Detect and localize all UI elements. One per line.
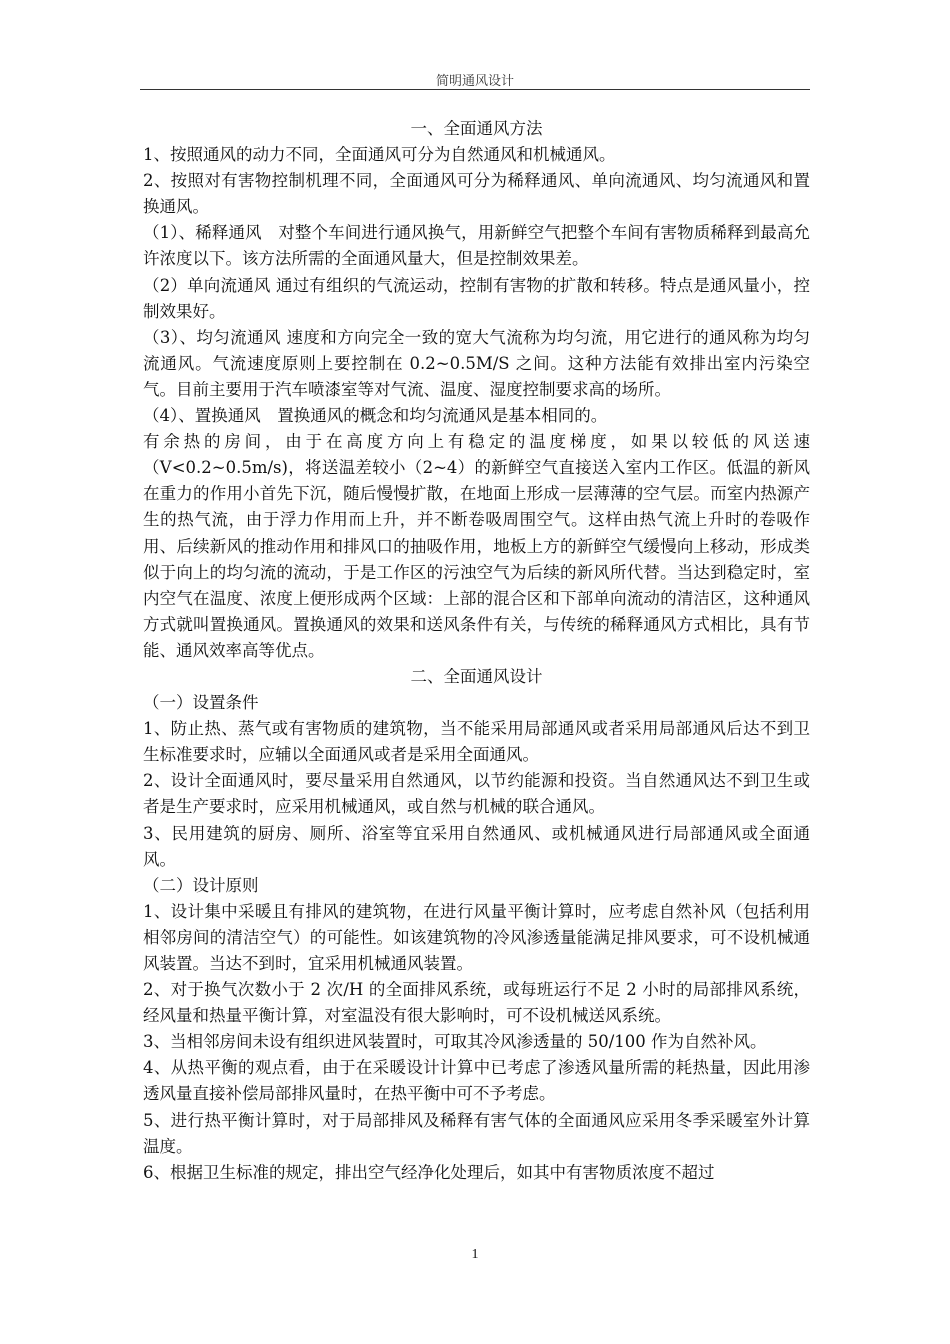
page-number: 1 — [471, 1247, 479, 1262]
paragraph: （3）、均匀流通风 速度和方向完全一致的宽大气流称为均匀流，用它进行的通风称为均匀流通风。气流速度原则上要控制在 0.2~0.5M/S 之间。这种方法能有效排出室内污染空气。目前主要用于汽车喷漆室等对气流、温度、湿度控制要求高的场所。 — [143, 327, 810, 399]
paragraph: （1）、稀释通风 对整个车间进行通风换气，用新鲜空气把整个车间有害物质稀释到最高允许浓度以下。该方法所需的全面通风量大，但是控制效果差。 — [143, 223, 810, 269]
paragraph: 3、民用建筑的厨房、厕所、浴室等宜采用自然通风、或机械通风进行局部通风或全面通风。 — [143, 823, 810, 869]
paragraph: 有余热的房间，由于在高度方向上有稳定的温度梯度，如果以较低的风送速（V<0.2~0.5m/s)，将送温差较小（2~4）的新鲜空气直接送入室内工作区。低温的新风在重力的作用小首先下沉，随后慢慢扩散，在地面上形成一层薄薄的空气层。而室内热源产生的热气流，由于浮力作用而上升，并不断卷吸周围空气。这样由热气流上升时的卷吸作用、后续新风的推动作用和排风口的抽吸作用，地板上方的新鲜空气缓慢向上移动，形成类似于向上的均匀流的流动，于是工作区的污浊空气为后续的新风所代替。当达到稳定时，室内空气在温度、浓度上便形成两个区域：上部的混合区和下部单向流动的清洁区，这种通风方式就叫置换通风。置换通风的效果和送风条件有关，与传统的稀释通风方式相比，具有节能、通风效率高等优点。 — [143, 432, 810, 660]
section-heading: 一、全面通风方法 — [410, 119, 543, 138]
paragraph: 3、当相邻房间未设有组织进风装置时，可取其冷风渗透量的 50/100 作为自然补风。 — [143, 1032, 767, 1052]
header-rule — [140, 89, 810, 90]
subsection-heading: （一）设置条件 — [143, 693, 259, 713]
paragraph: （4）、置换通风 置换通风的概念和均匀流通风是基本相同的。 — [143, 406, 608, 426]
paragraph: 2、按照对有害物控制机理不同，全面通风可分为稀释通风、单向流通风、均匀流通风和置换通风。 — [143, 171, 810, 217]
paragraph: 1、设计集中采暖且有排风的建筑物，在进行风量平衡计算时，应考虑自然补风（包括利用相邻房间的清洁空气）的可能性。如该建筑物的冷风渗透量能满足排风要求，可不设机械通风装置。当达不到时，宜采用机械通风装置。 — [143, 901, 810, 973]
running-header: 简明通风设计 — [435, 74, 514, 89]
paragraph: 2、设计全面通风时，要尽量采用自然通风，以节约能源和投资。当自然通风达不到卫生或者是生产要求时，应采用机械通风，或自然与机械的联合通风。 — [143, 771, 810, 817]
paragraph: 4、从热平衡的观点看，由于在采暖设计计算中已考虑了渗透风量所需的耗热量，因此用渗透风量直接补偿局部排风量时，在热平衡中可不予考虑。 — [143, 1058, 810, 1104]
body-text — [143, 116, 810, 1186]
paragraph: 1、防止热、蒸气或有害物质的建筑物，当不能采用局部通风或者采用局部通风后达不到卫生标准要求时，应辅以全面通风或者是采用全面通风。 — [143, 719, 810, 765]
paragraph: 1、按照通风的动力不同，全面通风可分为自然通风和机械通风。 — [143, 145, 616, 165]
paragraph: 5、进行热平衡计算时，对于局部排风及稀释有害气体的全面通风应采用冬季采暖室外计算温度。 — [143, 1110, 810, 1156]
section-heading: 二、全面通风设计 — [410, 666, 543, 686]
paragraph: 2、对于换气次数小于 2 次/H 的全面排风系统，或每班运行不足 2 小时的局部排风系统，经风量和热量平衡计算，对室温没有很大影响时，可不设机械送风系统。 — [143, 980, 810, 1026]
paragraph: （2）单向流通风 通过有组织的气流运动，控制有害物的扩散和转移。特点是通风量小，控制效果好。 — [143, 275, 810, 321]
paragraph: 6、根据卫生标准的规定，排出空气经净化处理后，如其中有害物质浓度不超过 — [143, 1162, 715, 1182]
subsection-heading: （二）设计原则 — [143, 875, 259, 895]
